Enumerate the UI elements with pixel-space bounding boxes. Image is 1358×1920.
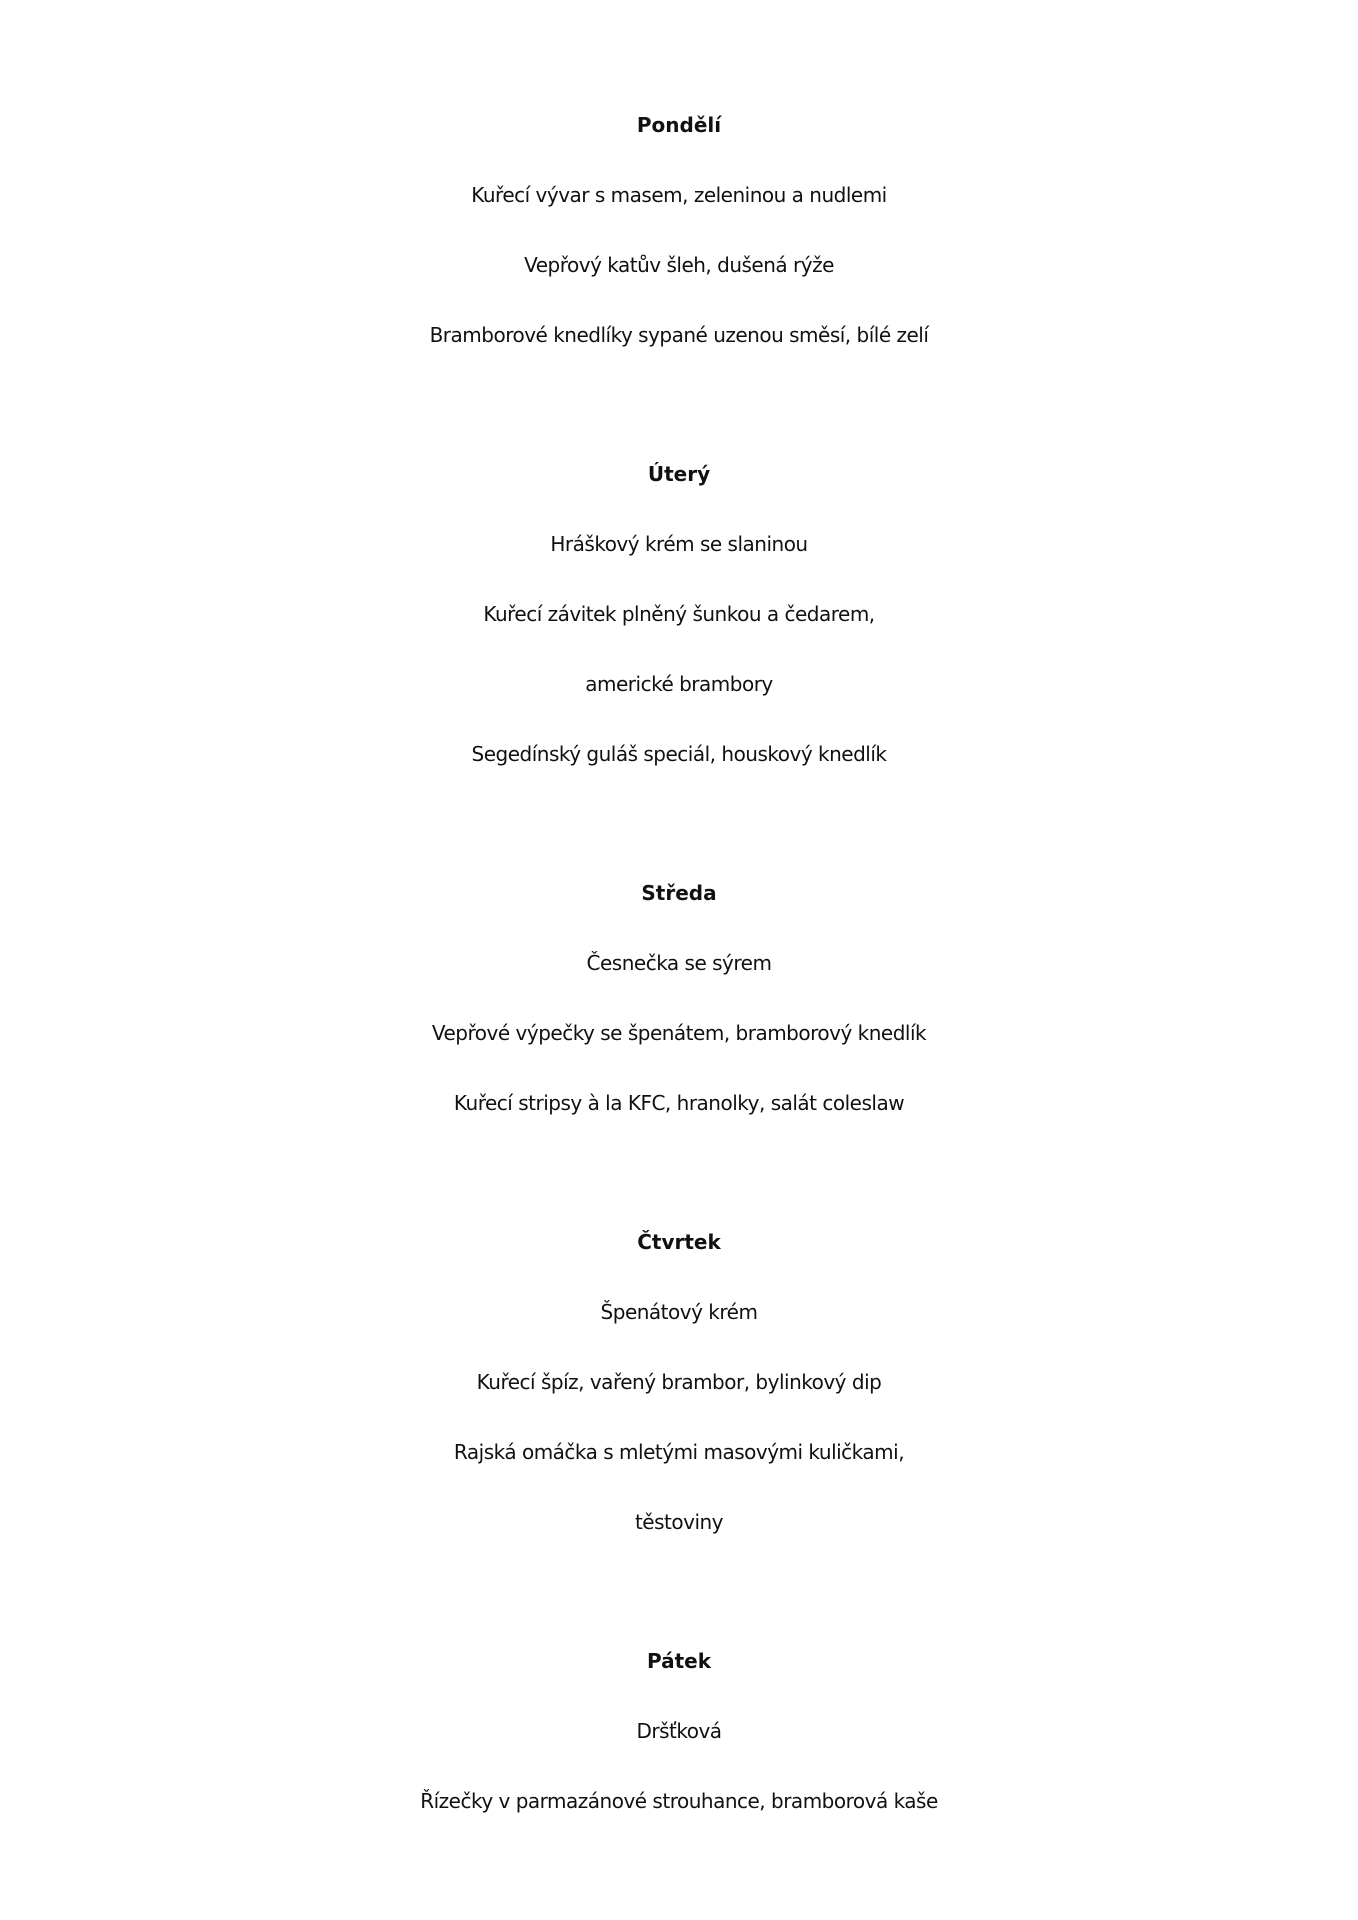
dish-line: Kuřecí špíz, vařený brambor, bylinkový dip xyxy=(476,1370,882,1394)
day-title: Pátek xyxy=(646,1649,712,1673)
dish-line: Bramborové knedlíky sypané uzenou směsí, bílé zelí xyxy=(429,323,929,347)
day-section-wednesday xyxy=(0,858,1358,1138)
dish-line: Špenátový krém xyxy=(600,1300,758,1324)
day-title: Středa xyxy=(641,881,717,905)
day-title: Úterý xyxy=(647,462,711,486)
dish-line: Kuřecí vývar s masem, zeleninou a nudlemi xyxy=(471,183,887,207)
dish-line: Kuřecí závitek plněný šunkou a čedarem, xyxy=(483,602,875,626)
day-title: Čtvrtek xyxy=(637,1230,721,1254)
day-section-friday xyxy=(0,1626,1358,1836)
day-title: Pondělí xyxy=(636,113,722,137)
day-section-tuesday xyxy=(0,439,1358,789)
dish-line: Řízečky v parmazánové strouhance, bramborová kaše xyxy=(420,1789,938,1813)
day-section-thursday xyxy=(0,1207,1358,1557)
dish-line: Dršťková xyxy=(636,1719,722,1743)
dish-line: americké brambory xyxy=(585,672,773,696)
dish-line: Hráškový krém se slaninou xyxy=(550,532,808,556)
dish-line: Vepřové výpečky se špenátem, bramborový knedlík xyxy=(431,1021,927,1045)
day-section-monday xyxy=(0,90,1358,370)
dish-line: Segedínský guláš speciál, houskový knedlík xyxy=(471,742,887,766)
dish-line: Kuřecí stripsy à la KFC, hranolky, salát coleslaw xyxy=(453,1091,905,1115)
dish-line: Rajská omáčka s mletými masovými kuličkami, xyxy=(453,1440,905,1464)
dish-line: Česnečka se sýrem xyxy=(586,951,772,975)
dish-line: Vepřový katův šleh, dušená rýže xyxy=(524,253,834,277)
dish-line: těstoviny xyxy=(634,1510,724,1534)
